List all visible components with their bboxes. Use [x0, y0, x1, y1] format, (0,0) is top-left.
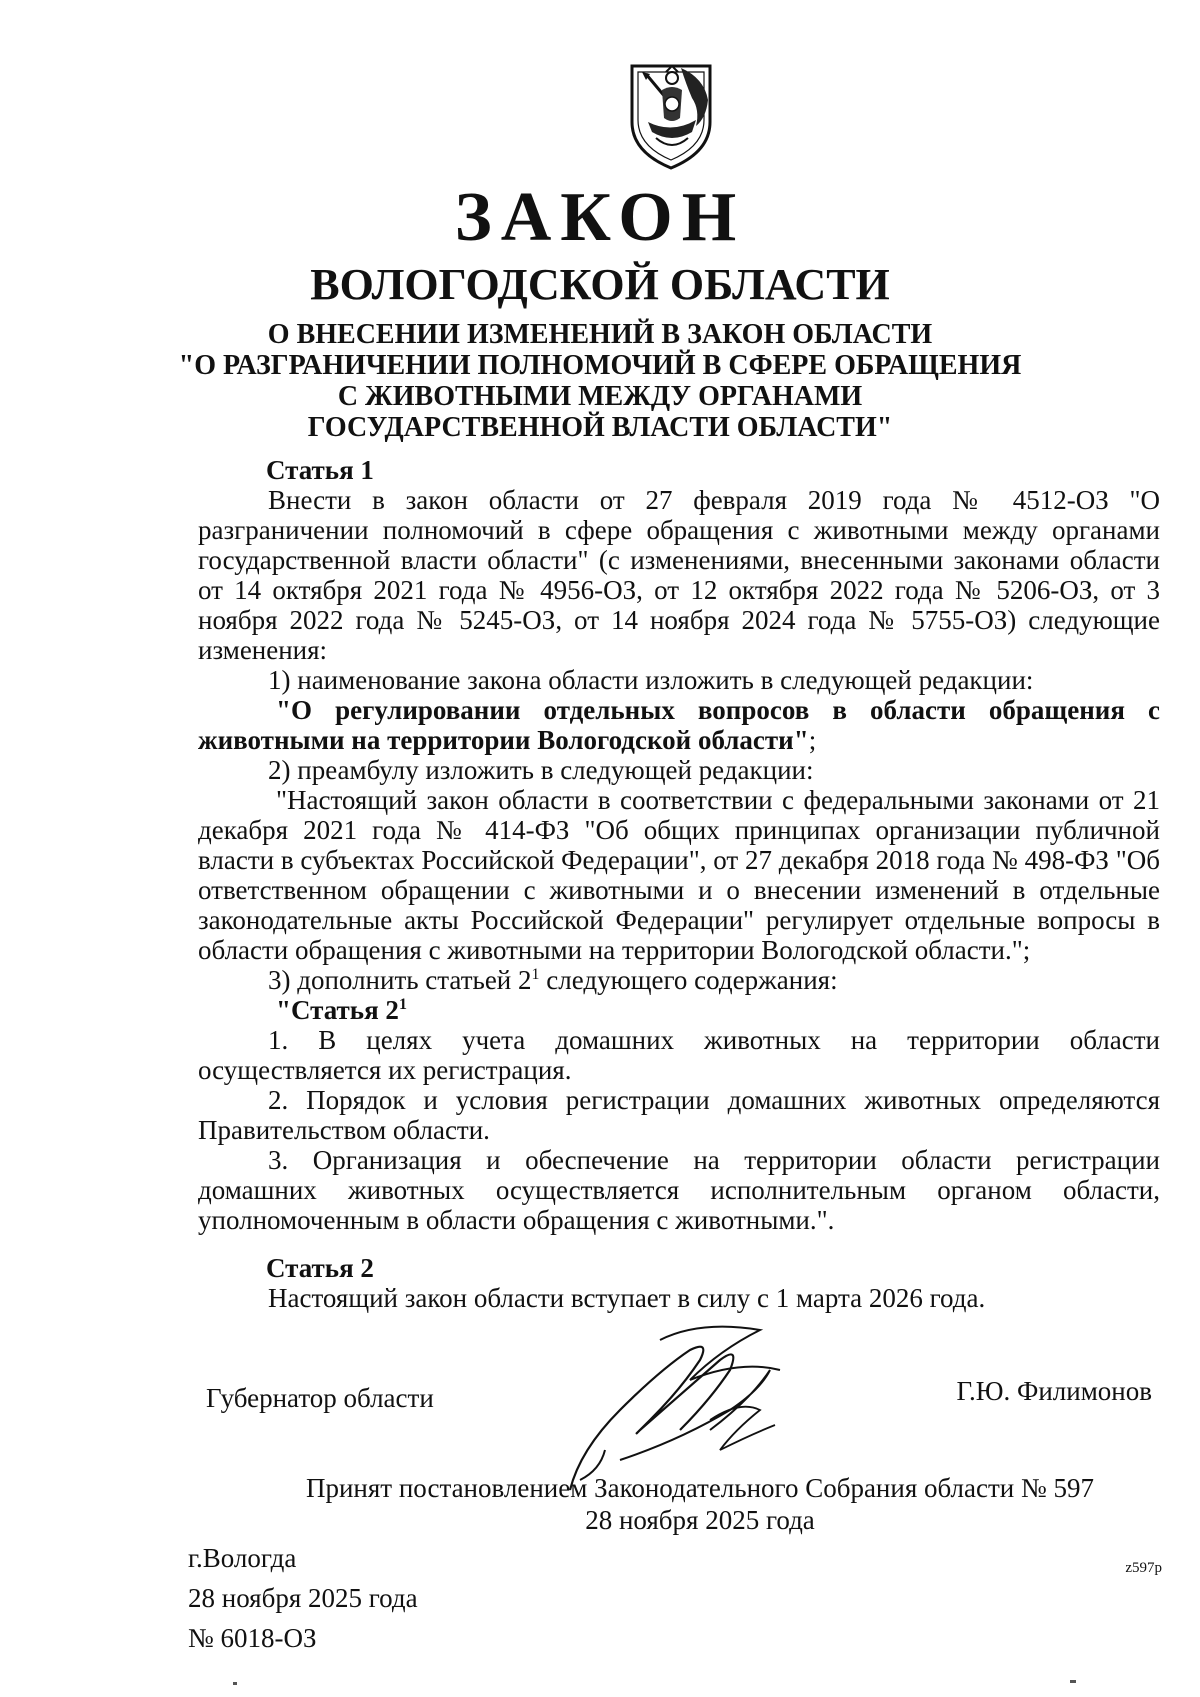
article-1-heading: Статья 1 [266, 455, 374, 485]
footer-date: 28 ноября 2025 года [188, 1583, 418, 1613]
scan-artifact [1070, 1680, 1076, 1683]
adoption-line-2: 28 ноября 2025 года [585, 1505, 815, 1535]
document-code: z597p [1125, 1560, 1162, 1576]
signatory-name: Г.Ю. Филимонов [956, 1376, 1152, 1406]
item-3-post: следующего содержания: [539, 965, 838, 995]
document-footer [188, 1538, 418, 1658]
document-body [198, 455, 1160, 1313]
article-1-intro: Внести в закон области от 27 февраля 2019 года № 4512-ОЗ "О разграничении полномочий в сфере обращения с животными между органами государственной власти области" (с изменениями, внесенными законами области от 14 октября 2021 года № 4956-ОЗ, от 12 октября 2022 года № 5206-ОЗ, от 3 ноября 2022 года № 5245-ОЗ, от 14 ноября 2024 года № 5755-ОЗ) следующие изменения: [198, 485, 1160, 665]
subtitle-line: О ВНЕСЕНИИ ИЗМЕНЕНИЙ В ЗАКОН ОБЛАСТИ [267, 319, 933, 350]
new-law-name: "О регулировании отдельных вопросов в области обращения с животными на территории Вологодской области" [198, 695, 1160, 755]
footer-number: № 6018-ОЗ [188, 1623, 317, 1653]
article-1-item-1-text [198, 695, 1160, 755]
article-2-text: Настоящий закон области вступает в силу с 1 марта 2026 года. [268, 1283, 986, 1313]
scan-artifact [233, 1682, 237, 1685]
adoption-line-1: Принят постановлением Законодательного Собрания области № 597 [305, 1473, 1095, 1503]
new-article-heading-text: "Статья 2 [276, 995, 399, 1025]
document-subtitle [0, 319, 1200, 443]
new-article-point: 3. Организация и обеспечение на территории области регистрации домашних животных осуществляется исполнительным органом области, уполномоченным в области обращения с животными.". [198, 1145, 1160, 1235]
item-3-pre: 3) дополнить статьей 2 [268, 965, 532, 995]
footer-city: г.Вологда [188, 1543, 297, 1573]
article-2-heading: Статья 2 [266, 1253, 374, 1283]
signatory-position: Губернатор области [206, 1383, 434, 1413]
article-1-item-1: 1) наименование закона области изложить в следующей редакции: [268, 665, 1034, 695]
new-article-heading [198, 995, 1160, 1025]
article-1-item-2-text: "Настоящий закон области в соответствии с федеральными законами от 21 декабря 2021 года № 414-ФЗ "Об общих принципах организации публичной власти в субъектах Российской Федерации", от 27 декабря 2018 года № 498-ФЗ "Об ответственном обращении с животными и о внесении изменений в отдельные законодательные акты Российской Федерации" регулирует отдельные вопросы в области обращения с животными на территории Вологодской области."; [198, 785, 1160, 965]
item-3-sup: 1 [531, 966, 540, 983]
subtitle-line: ГОСУДАРСТВЕННОЙ ВЛАСТИ ОБЛАСТИ" [307, 412, 893, 443]
new-article-point: 1. В целях учета домашних животных на территории области осуществляется их регистрация. [198, 1025, 1160, 1085]
article-1-item-2: 2) преамбулу изложить в следующей редакции: [268, 755, 814, 785]
coat-of-arms-emblem [626, 60, 716, 172]
new-article-point: 2. Порядок и условия регистрации домашних животных определяются Правительством области. [198, 1085, 1160, 1145]
new-article-sup: 1 [398, 996, 407, 1013]
document-title: ЗАКОН [454, 179, 746, 256]
item-1-tail: ; [808, 725, 817, 755]
article-1-item-3 [198, 965, 1160, 995]
adoption-note [200, 1472, 1200, 1536]
document-region: ВОЛОГОДСКОЙ ОБЛАСТИ [310, 260, 890, 309]
subtitle-line: С ЖИВОТНЫМИ МЕЖДУ ОРГАНАМИ [337, 381, 863, 412]
subtitle-line: "О РАЗГРАНИЧЕНИИ ПОЛНОМОЧИЙ В СФЕРЕ ОБРАЩЕНИЯ [178, 350, 1022, 381]
handwritten-signature [560, 1300, 800, 1500]
